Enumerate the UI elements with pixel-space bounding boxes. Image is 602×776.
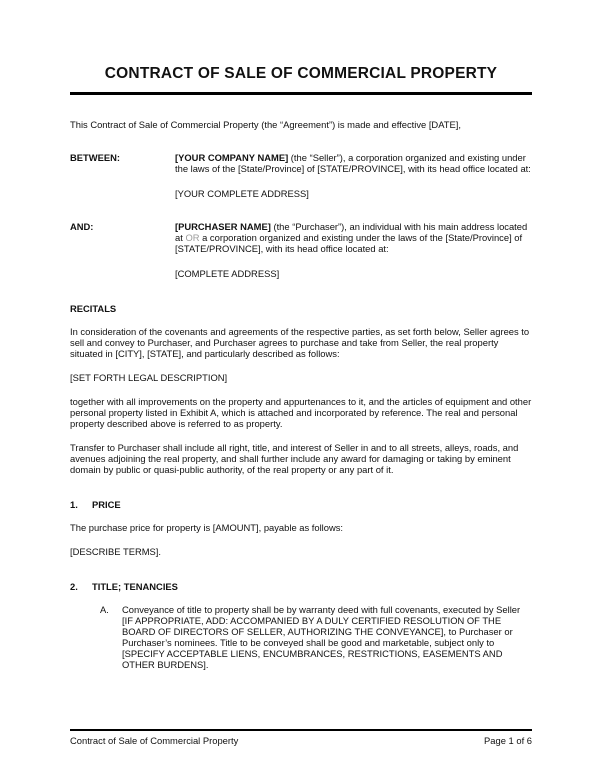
party-between-description <box>175 152 532 174</box>
party-and-label: AND: <box>70 221 94 232</box>
party-and <box>70 221 532 279</box>
purchaser-description-before-or: (the “Purchaser”), an individual with his main address located at <box>175 221 528 243</box>
clause-a-text: Conveyance of title to property shall be by warranty deed with full covenants, executed by Seller [IF APPROPRIATE, ADD: ACCOMPANIED BY A DULY CERTIFIED RESOLUTION OF THE BOARD OF DIRECTORS OF SELLER, AUTHORIZING THE CONVEYANCE], to Purchaser or Purchaser’s nominees. Title to be conveyed shall be good and marketable, subject only to [SPECIFY ACCEPTABLE LIENS, ENCUMBRANCES, RESTRICTIONS, EASEMENTS AND OTHER BURDENS]. <box>122 604 521 670</box>
purchaser-address-placeholder: [COMPLETE ADDRESS] <box>175 268 280 279</box>
footer-rule <box>70 729 532 731</box>
section-1-heading <box>70 499 532 510</box>
section-1-title: PRICE <box>92 499 121 510</box>
legal-description-placeholder: [SET FORTH LEGAL DESCRIPTION] <box>70 372 228 383</box>
recitals-paragraph-3: Transfer to Purchaser shall include all right, title, and interest of Seller in and to all streets, alleys, roads, and avenues adjoining the real property, and shall further include any award for damaging or taking by eminent domain by public or quasi-public authority, of the real property or any part of it. <box>70 442 519 475</box>
footer-page-number: Page 1 of 6 <box>484 735 532 746</box>
company-name-placeholder: [YOUR COMPANY NAME] <box>175 152 289 163</box>
intro-paragraph: This Contract of Sale of Commercial Property (the “Agreement”) is made and effective [DATE], <box>70 119 461 130</box>
recitals-paragraph-2: together with all improvements on the property and appurtenances to it, and the articles of equipment and other personal property listed in Exhibit A, which is attached and incorporated by reference. The real and personal property described above is referred to as property. <box>70 396 532 429</box>
title-rule <box>70 92 532 95</box>
party-between-body <box>175 152 532 199</box>
purchaser-description-after-or: a corporation organized and existing under the laws of the [State/Province] of [STATE/PROVINCE], with its head office located at: <box>175 232 523 254</box>
or-connector: OR <box>185 232 200 243</box>
recitals-heading: RECITALS <box>70 303 117 314</box>
section-2-number: 2. <box>70 581 78 592</box>
describe-terms-placeholder: [DESCRIBE TERMS]. <box>70 546 161 557</box>
document-title: CONTRACT OF SALE OF COMMERCIAL PROPERTY <box>104 65 498 82</box>
party-between <box>70 152 532 199</box>
party-and-body <box>175 221 532 279</box>
section-2-title: TITLE; TENANCIES <box>92 581 178 592</box>
section-1-number: 1. <box>70 499 78 510</box>
party-between-description-text: (the “Seller”), a corporation organized and existing under the laws of the [State/Province] of [STATE/PROVINCE], with its head office located at: <box>175 152 531 174</box>
price-paragraph: The purchase price for property is [AMOUNT], payable as follows: <box>70 522 344 533</box>
party-between-label: BETWEEN: <box>70 152 120 163</box>
recitals-paragraph-1: In consideration of the covenants and agreements of the respective parties, as set forth below, Seller agrees to sell and convey to Purchaser, and Purchaser agrees to purchase and take from Seller, the real property situated in [CITY], [STATE], and particularly described as follows: <box>70 326 530 359</box>
party-and-description <box>175 221 532 254</box>
section-2-heading <box>70 581 532 592</box>
footer-document-title: Contract of Sale of Commercial Property <box>70 735 239 746</box>
clause-a <box>100 604 532 670</box>
company-address-placeholder: [YOUR COMPLETE ADDRESS] <box>175 188 309 199</box>
clause-a-letter: A. <box>100 604 109 615</box>
page-footer <box>70 729 532 746</box>
purchaser-name-placeholder: [PURCHASER NAME] <box>175 221 271 232</box>
footer-row <box>70 735 532 746</box>
